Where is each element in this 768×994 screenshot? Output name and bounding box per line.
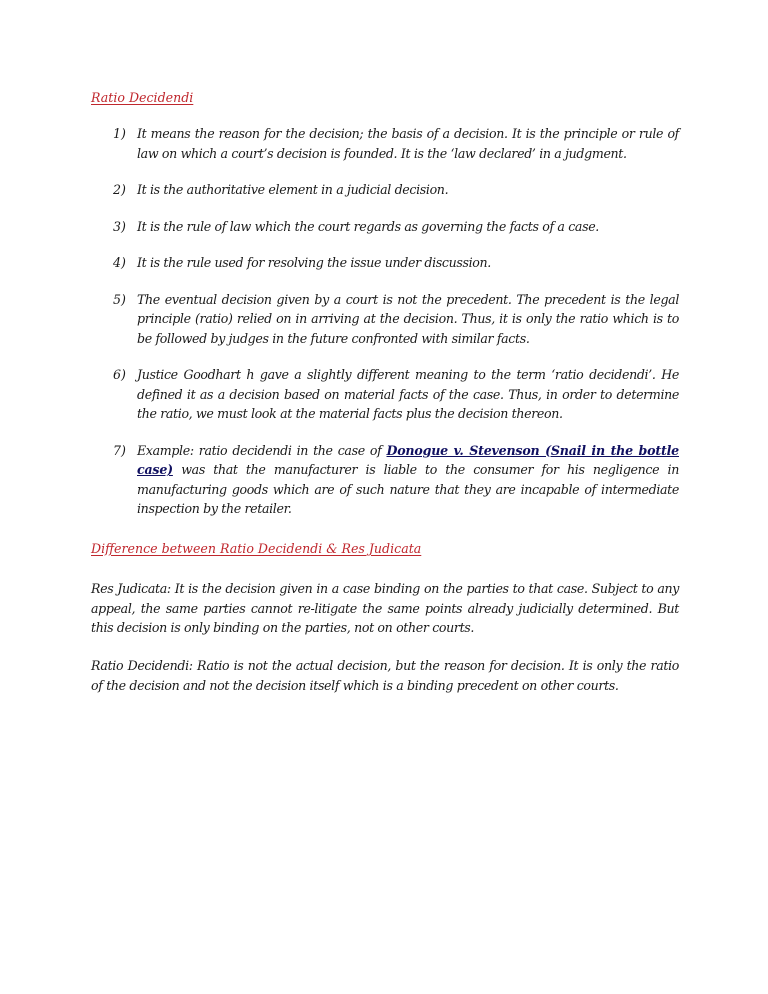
list-item-number: 6) [113, 367, 126, 382]
list-item-text-before: Example: ratio decidendi in the case of [137, 442, 387, 458]
list-item [113, 290, 679, 349]
list-item-number: 3) [113, 218, 126, 234]
list-item-text-after: was that the manufacturer is liable to the consumer for his negligence in manufacturing goods which are of such nature that they are incapable of intermediate inspection by the retailer. [137, 462, 679, 516]
list-item-text: It is the authoritative element in a judicial decision. [137, 182, 449, 197]
list-item-number: 4) [113, 255, 126, 270]
paragraph-ratio-decidendi: Ratio Decidendi: Ratio is not the actual decision, but the reason for decision. It is only the ratio of the decision and not the decision itself which is a binding precedent on other courts. [91, 658, 679, 693]
numbered-list [113, 124, 679, 536]
list-item [113, 253, 679, 273]
list-item-text: It is the rule of law which the court regards as governing the facts of a case. [137, 218, 599, 234]
list-item-number: 5) [113, 291, 126, 307]
list-item-text: Justice Goodhart h gave a slightly different meaning to the term ‘ratio decidendi’. He defined it as a decision based on material facts of the case. Thus, in order to determine the ratio, we must look at the material facts plus the decision thereon. [137, 367, 679, 421]
list-item [113, 441, 679, 519]
paragraph-res-judicata: Res Judicata: It is the decision given in a case binding on the parties to that case. Subject to any appeal, the same parties cannot re-litigate the same points already judicially determined. But this decision is only binding on the parties, not on other courts. [91, 581, 679, 635]
heading-ratio-decidendi: Ratio Decidendi [91, 90, 194, 105]
list-item [113, 124, 679, 163]
case-name-link: Donogue v. Stevenson (Snail in the bottle case) [137, 442, 679, 477]
list-item-number: 2) [113, 182, 126, 197]
list-item [113, 217, 679, 237]
list-item [113, 180, 679, 200]
list-item-text [137, 441, 679, 519]
list-item-number: 1) [113, 126, 126, 141]
list-item-text: The eventual decision given by a court is not the precedent. The precedent is the legal principle (ratio) relied on in arriving at the decision. Thus, it is only the ratio which is to be followed by judges in the future confronted with similar facts. [137, 291, 679, 346]
list-item-text: It is the rule used for resolving the issue under discussion. [137, 255, 491, 270]
list-item-text: It means the reason for the decision; the basis of a decision. It is the principle or rule of law on which a court’s decision is founded. It is the ‘law declared’ in a judgment. [137, 126, 679, 161]
list-item [113, 365, 679, 424]
list-item-number: 7) [113, 442, 126, 458]
heading-difference: Difference between Ratio Decidendi & Res Judicata [91, 541, 422, 556]
